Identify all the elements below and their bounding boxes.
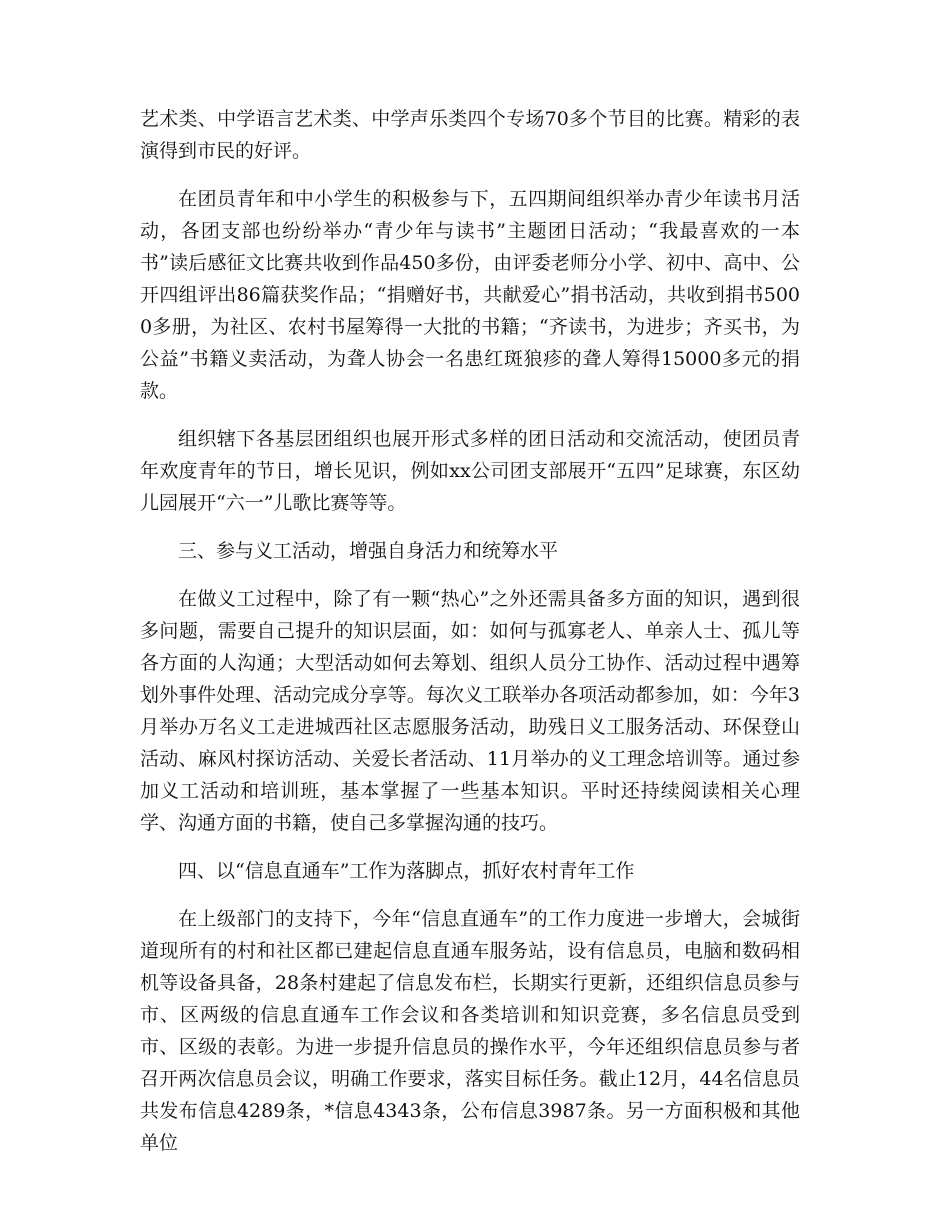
document-page [140,103,800,1175]
section-heading-info-express: 四、以“信息直通车”工作为落脚点，抓好农村青年工作 [178,860,635,882]
paragraph-reading-month: 在团员青年和中小学生的积极参与下，五四期间组织举办青少年读书月活动，各团支部也纷纷举办“青少年与读书”主题团日活动；“我最喜欢的一本书”读后感征文比赛共收到作品450多份，由评委老师分小学、初中、高中、公开四组评出86篇获奖作品；“捐赠好书，共献爱心”捐书活动，共收到捐书5000多册，为社区、农村书屋筹得一大批的书籍；“齐读书，为进步；齐买书，为公益”书籍义卖活动，为聋人协会一名患红斑狼疹的聋人筹得15000多元的捐款。 [140,188,800,402]
section-heading-volunteer: 三、参与义工活动，增强自身活力和统筹水平 [178,540,559,562]
paragraph-volunteer-work: 在做义工过程中，除了有一颗“热心”之外还需具备多方面的知识，遇到很多问题，需要自己提升的知识层面，如：如何与孤寡老人、单亲人士、孤儿等各方面的人沟通；大型活动如何去筹划、组织人员分工协作、活动过程中遇筹划外事件处理、活动完成分享等。每次义工联举办各项活动都参加，如：今年3月举办万名义工走进城西社区志愿服务活动，助残日义工服务活动、环保登山活动、麻风村探访活动、关爱长者活动、11月举办的义工理念培训等。通过参加义工活动和培训班，基本掌握了一些基本知识。平时还持续阅读相关心理学、沟通方面的书籍，使自己多掌握沟通的技巧。 [140,588,800,834]
paragraph-group-activities: 组织辖下各基层团组织也展开形式多样的团日活动和交流活动，使团员青年欢度青年的节日，增长见识，例如xx公司团支部展开“五四”足球赛，东区幼儿园展开“六一”儿歌比赛等等。 [140,428,800,514]
paragraph-continuation: 艺术类、中学语言艺术类、中学声乐类四个专场70多个节目的比赛。精彩的表演得到市民的好评。 [140,108,800,162]
paragraph-info-express: 在上级部门的支持下，今年“信息直通车”的工作力度进一步增大，会城街道现所有的村和社区都已建起信息直通车服务站，设有信息员，电脑和数码相机等设备具备，28条村建起了信息发布栏，长期实行更新，还组织信息员参与市、区两级的信息直通车工作会议和各类培训和知识竞赛，多名信息员受到市、区级的表彰。为进一步提升信息员的操作水平，今年还组织信息员参与者召开两次信息员会议，明确工作要求，落实目标任务。截止12月，44名信息员共发布信息4289条，*信息4343条，公布信息3987条。另一方面积极和其他单位 [140,908,800,1154]
